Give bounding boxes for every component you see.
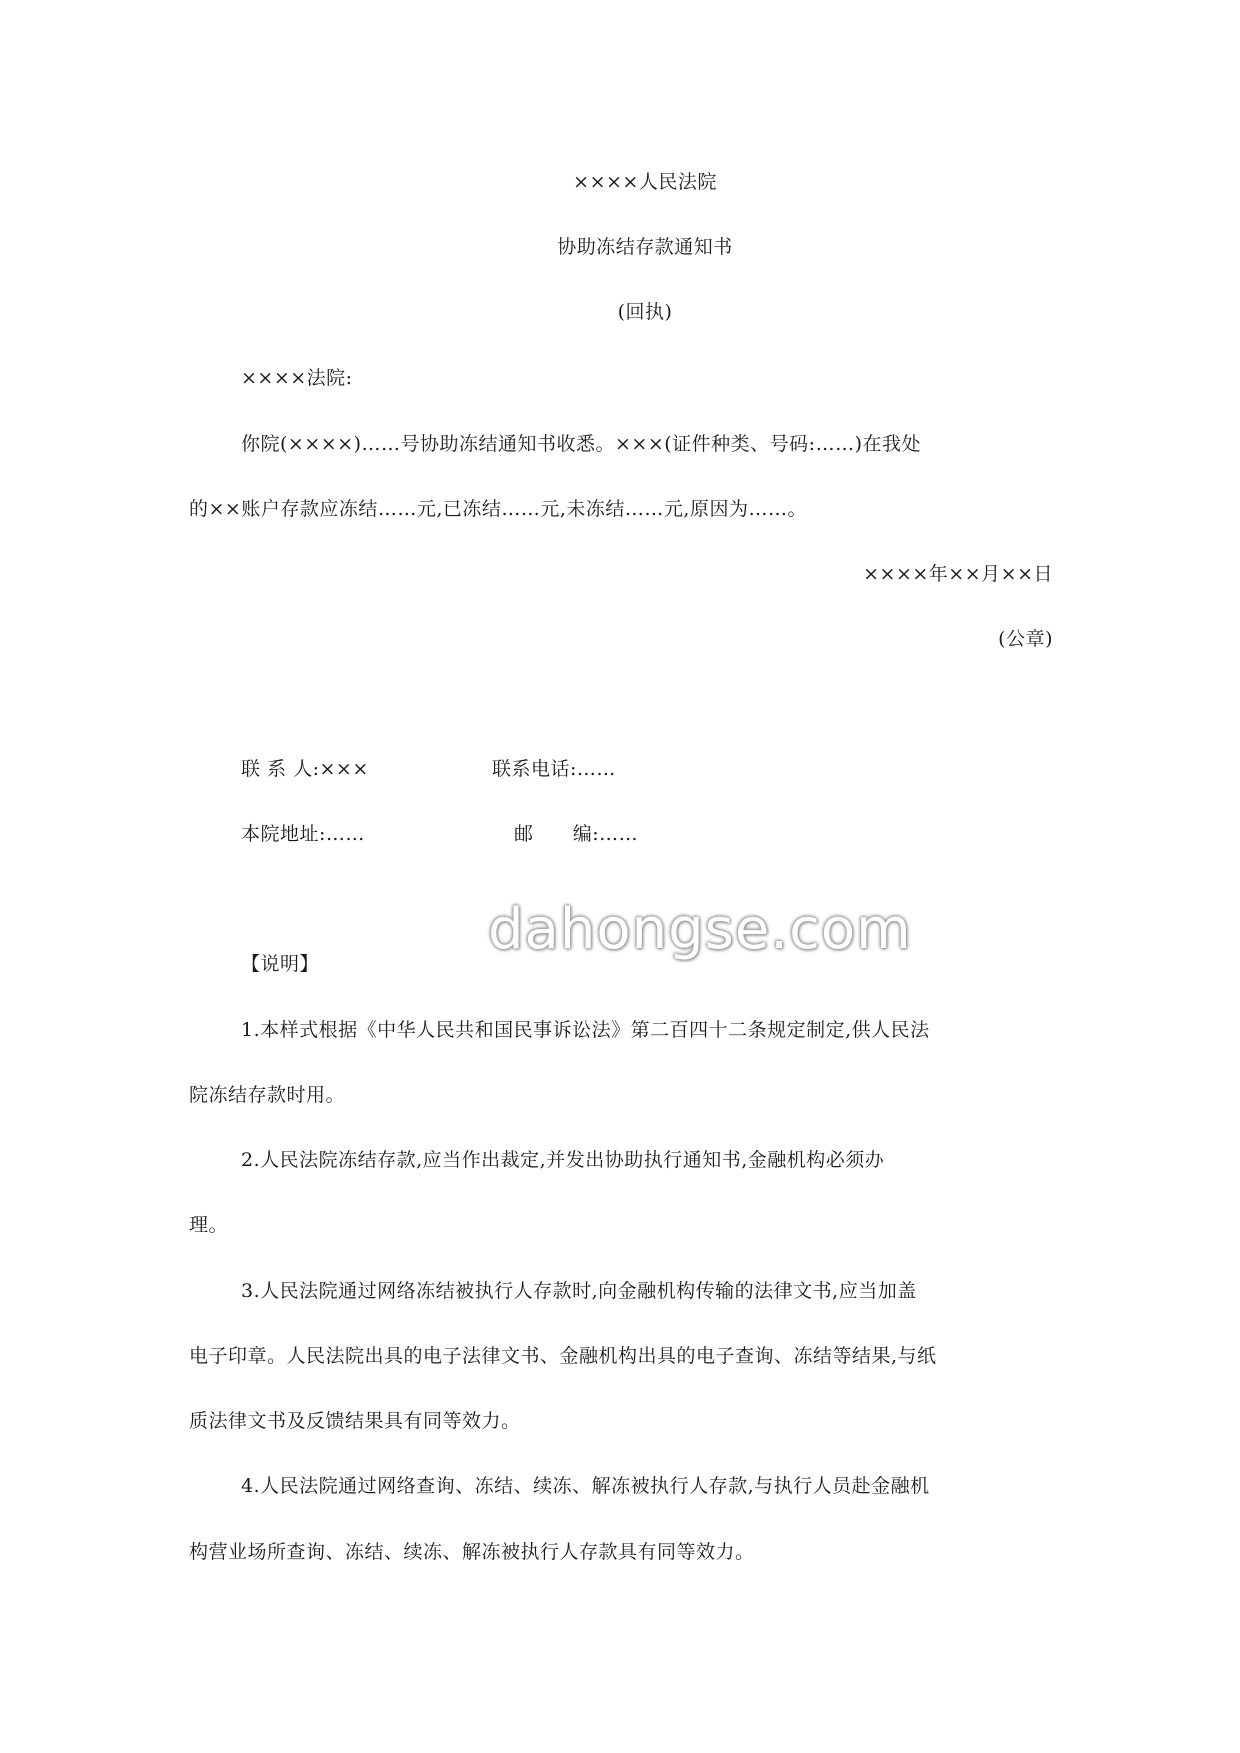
court-name: ××××人民法院 [573, 171, 717, 193]
receipt-date: ××××年××月××日 [863, 563, 1053, 585]
note-line: 3.人民法院通过网络冻结被执行人存款时,向金融机构传输的法律文书,应当加盖 [241, 1280, 917, 1302]
contact-phone-label: 联系电话: [492, 758, 577, 780]
note-line: 质法律文书及反馈结果具有同等效力。 [189, 1410, 521, 1432]
note-line: 构营业场所查询、冻结、续冻、解冻被执行人存款具有同等效力。 [189, 1541, 755, 1563]
postcode-label: 邮 编: [514, 823, 600, 845]
body-line-1: 你院(××××)……号协助冻结通知书收悉。×××(证件种类、号码:……)在我处 [241, 433, 921, 455]
site-watermark: dahongse.com [488, 897, 912, 962]
court-address-label: 本院地址: [241, 823, 326, 845]
court-address-value: …… [325, 823, 365, 845]
contact-person-label: 联 系 人: [241, 758, 320, 780]
postcode-value: …… [599, 823, 639, 845]
contact-phone [492, 755, 616, 783]
notes-heading: 【说明】 [241, 953, 320, 975]
addressee: ××××法院: [241, 367, 353, 389]
note-line: 2.人民法院冻结存款,应当作出裁定,并发出协助执行通知书,金融机构必须办 [241, 1149, 885, 1171]
contact-phone-value: …… [576, 758, 616, 780]
contact-person [241, 755, 369, 783]
note-line: 院冻结存款时用。 [189, 1084, 346, 1106]
note-line: 电子印章。人民法院出具的电子法律文书、金融机构出具的电子查询、冻结等结果,与纸 [189, 1345, 937, 1367]
contact-person-value: ××× [319, 758, 369, 780]
note-line: 4.人民法院通过网络查询、冻结、续冻、解冻被执行人存款,与执行人员赴金融机 [241, 1475, 930, 1497]
document-subtitle: (回执) [617, 301, 673, 323]
postcode [514, 820, 638, 848]
note-line: 1.本样式根据《中华人民共和国民事诉讼法》第二百四十二条规定制定,供人民法 [241, 1019, 930, 1041]
seal-placeholder: (公章) [998, 628, 1053, 650]
body-line-2: 的××账户存款应冻结……元,已冻结……元,未冻结……元,原因为……。 [189, 498, 807, 520]
note-line: 理。 [189, 1214, 229, 1236]
document-title: 协助冻结存款通知书 [557, 236, 733, 258]
court-address [241, 820, 365, 848]
